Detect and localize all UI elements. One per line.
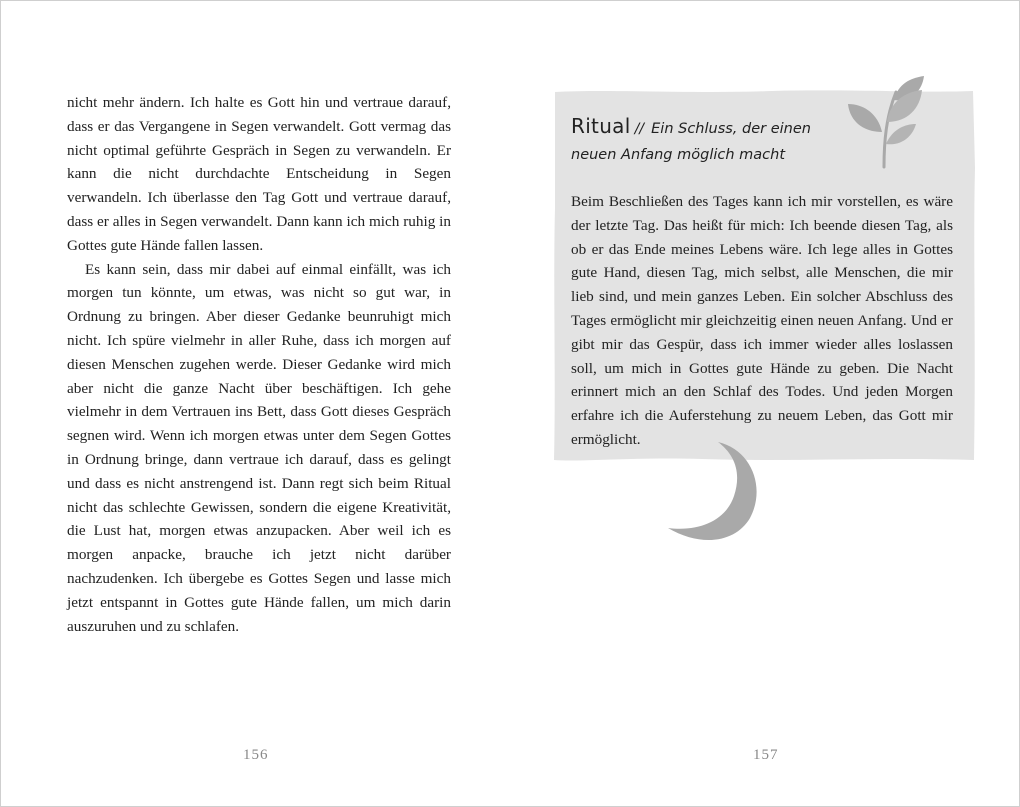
ritual-separator: // [634, 121, 645, 137]
page-number-right: 157 [753, 747, 779, 763]
ritual-body [571, 190, 953, 452]
page-number-left: 156 [243, 747, 269, 763]
ritual-paragraph: Beim Beschließen des Tages kann ich mir vorstellen, es wäre der letzte Tag. Das heißt für mich: Ich beende diesen Tag, als ob er das Ende meines Lebens wäre. Ich lege alles in Gottes gute Hand, diesen Tag, mich selbst, alle Menschen, die mir lieb sind, und mein ganzes Leben. Ein solcher Abschluss des Tages ermöglicht mir gleichzeitig einen neuen Anfang. Und er gibt mir das Gespür, dass ich immer wieder alles loslassen soll, um mich in Gottes gute Hände zu geben. Die Nacht erinnert mich an den Schlaf des Todes. Und jeden Morgen erfahre ich die Auferstehung zu neuem Leben, das Gott mir ermöglicht. [571, 193, 953, 448]
ritual-heading [571, 114, 841, 168]
ritual-subtitle-line1: Ein Schluss, der einen [651, 121, 811, 137]
ritual-subtitle-line2: neuen Anfang möglich macht [571, 147, 786, 163]
left-page-text [67, 91, 451, 638]
left-paragraph-2: Es kann sein, dass mir dabei auf einmal einfällt, was ich morgen tun könnte, um etwas, was nicht so gut war, in Ordnung zu bringen. Aber dieser Gedanke beunruhigt mich nicht. Ich spüre vielmehr in aller Ruhe, dass ich morgen auf diesen Menschen zugehen werde. Dieser Gedanke wird mich aber nicht die ganze Nacht über beschäftigen. Ich gehe vielmehr in dem Vertrauen ins Bett, dass Gott dieses Gespräch segnen wird. Wenn ich morgen etwas unter dem Segen Gottes in Ordnung bringe, dann vertraue ich darauf, dass es gelingt und dass es nicht anstrengend ist. Dann regt sich beim Ritual nicht das schlechte Gewissen, sondern die eigene Kreativität, die Lust hat, morgen etwas anzupacken. Aber weil ich es morgen anpacke, brauche ich jetzt nicht darüber nachzudenken. Ich übergebe es Gottes Segen und lasse mich jetzt entspannt in Gottes gute Hände fallen, um mich darin auszuruhen und zu schlafen. [67, 260, 451, 635]
left-paragraph-1: nicht mehr ändern. Ich halte es Gott hin und vertraue darauf, dass er das Vergangene in Segen verwandelt. Gott vermag das nicht optimal geführte Gespräch in Segen zu verwandeln. Er kann die nicht durchdachte Entscheidung in Segen verwandeln. Ich überlasse den Tag Gott und vertraue darauf, dass er alles in Segen verwandelt. Dann kann ich mich ruhig in Gottes gute Hände fallen lassen. [67, 94, 451, 254]
ritual-title: Ritual [571, 114, 631, 138]
leaf-icon [840, 72, 930, 172]
crescent-moon-icon [660, 436, 770, 548]
